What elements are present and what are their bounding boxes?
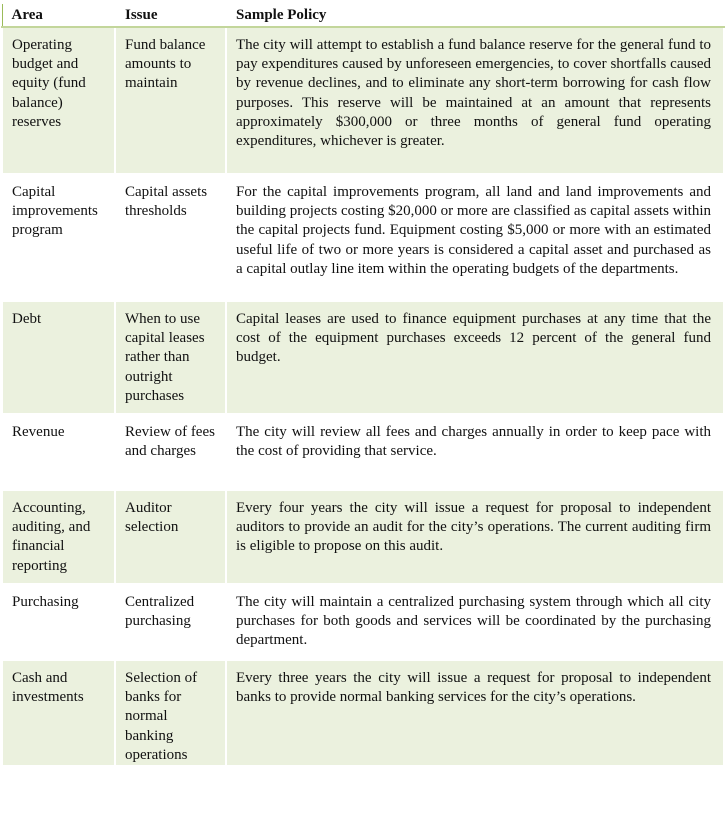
area-cell: Accounting, auditing, and financial reporting xyxy=(2,490,115,584)
table-row xyxy=(2,584,724,660)
issue-cell: Centralized purchasing xyxy=(115,584,226,660)
issue-cell: Auditor selection xyxy=(115,490,226,584)
header-sample-policy: Sample Policy xyxy=(226,3,724,27)
policy-cell: The city will attempt to establish a fund balance reserve for the general fund to pay expenditures caused by unforeseen emergencies, to cover shortfalls caused by revenue declines, and to eliminate any short-term borrowing for cash flow purposes. This reserve will be maintained at an amount that represents approximately $300,000 or three months of general fund operating expenditures, whichever is greater. xyxy=(226,27,724,174)
policy-cell: Capital leases are used to finance equipment purchases at any time that the cost of the equipment purchases exceeds 12 percent of the general fund budget. xyxy=(226,301,724,414)
table-row xyxy=(2,660,724,766)
table-row xyxy=(2,414,724,490)
issue-cell: Capital assets thresholds xyxy=(115,174,226,301)
table-row xyxy=(2,174,724,301)
table-row xyxy=(2,27,724,174)
policy-cell: The city will maintain a centralized purchasing system through which all city purchases for both goods and services will be coordinated by the purchasing department. xyxy=(226,584,724,660)
policy-cell: The city will review all fees and charges annually in order to keep pace with the cost of providing that service. xyxy=(226,414,724,490)
issue-cell: Fund balance amounts to maintain xyxy=(115,27,226,174)
issue-cell: Review of fees and charges xyxy=(115,414,226,490)
area-cell: Purchasing xyxy=(2,584,115,660)
policy-table xyxy=(1,2,725,767)
header-area: Area xyxy=(2,3,115,27)
area-cell: Revenue xyxy=(2,414,115,490)
area-cell: Debt xyxy=(2,301,115,414)
area-cell: Operating budget and equity (fund balance) reserves xyxy=(2,27,115,174)
policy-cell: Every four years the city will issue a request for proposal to independent auditors to provide an audit for the city’s operations. The current auditing firm is eligible to propose on this audit. xyxy=(226,490,724,584)
header-issue: Issue xyxy=(115,3,226,27)
table-row xyxy=(2,301,724,414)
area-cell: Cash and investments xyxy=(2,660,115,766)
header-row xyxy=(2,3,724,27)
issue-cell: Selection of banks for normal banking operations xyxy=(115,660,226,766)
area-cell: Capital improvements program xyxy=(2,174,115,301)
issue-cell: When to use capital leases rather than outright purchases xyxy=(115,301,226,414)
table-row xyxy=(2,490,724,584)
policy-cell: For the capital improvements program, all land and land improvements and building projects costing $20,000 or more are classified as capital assets within the capital projects fund. Equipment costing $5,000 or more with an estimated useful life of two or more years is considered a capital asset and purchased as a capital outlay line item within the operating budgets of the departments. xyxy=(226,174,724,301)
policy-cell: Every three years the city will issue a request for proposal to independent banks to provide normal banking services for the city’s operations. xyxy=(226,660,724,766)
